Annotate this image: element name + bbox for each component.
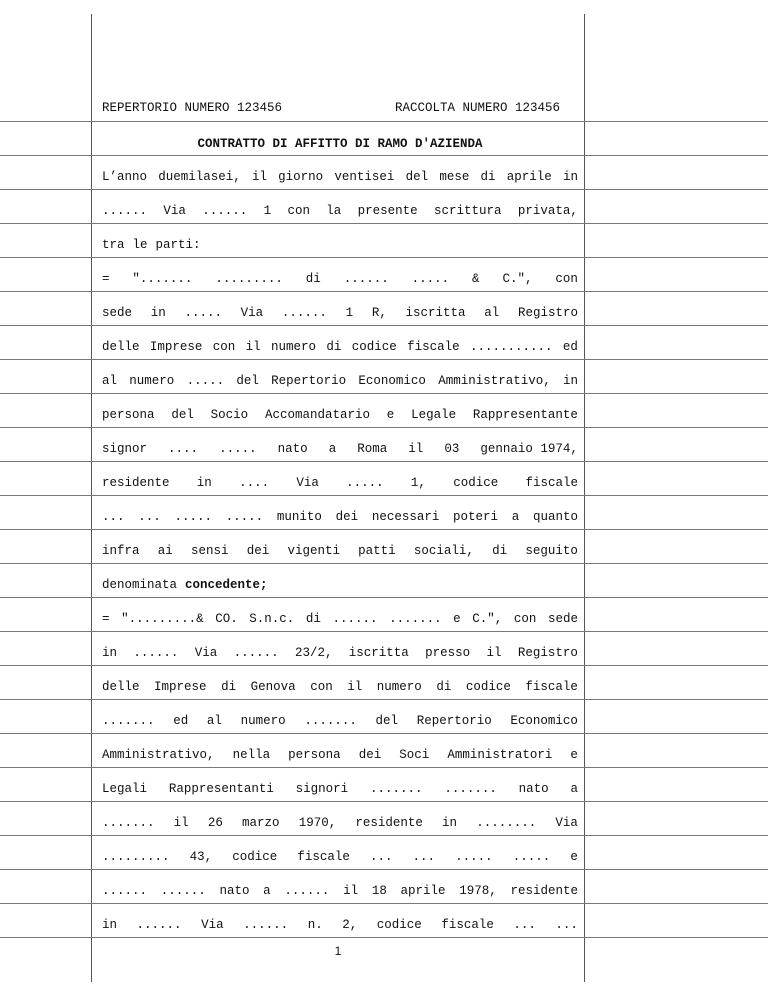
word: L’anno	[102, 170, 148, 184]
rule	[0, 801, 768, 802]
word: ...........	[470, 340, 553, 354]
rule	[0, 563, 768, 564]
rule	[0, 461, 768, 462]
word: in	[102, 918, 118, 932]
word: Genova	[250, 680, 296, 694]
right-margin-line	[584, 14, 585, 982]
rule	[0, 767, 768, 768]
word: =	[102, 272, 110, 286]
word: 1,	[410, 476, 426, 490]
word: a	[570, 782, 578, 796]
word: nato	[518, 782, 549, 796]
word: signor	[102, 442, 148, 456]
word: duemilasei,	[158, 170, 241, 184]
word: Amministrativo,	[102, 748, 215, 762]
word: 1978,	[459, 884, 497, 898]
word: nella	[232, 748, 271, 762]
word: il	[343, 884, 359, 898]
word: 2,	[342, 918, 358, 932]
word: .......	[370, 782, 423, 796]
word: codice	[465, 680, 511, 694]
word: Imprese	[154, 680, 207, 694]
word: ......	[133, 646, 179, 660]
word: a	[511, 510, 520, 524]
word: il	[251, 170, 267, 184]
word: C.",	[502, 272, 533, 286]
word: dei	[358, 748, 382, 762]
text-line	[102, 442, 578, 458]
word: Via	[194, 646, 218, 660]
word: 03	[444, 442, 460, 456]
document-title: CONTRATTO DI AFFITTO DI RAMO D'AZIENDA	[197, 137, 483, 151]
word: fiscale	[525, 476, 578, 490]
text-line	[102, 612, 578, 628]
word: Socio	[210, 408, 249, 422]
word: ....	[239, 476, 270, 490]
word: ......	[343, 272, 389, 286]
word: in	[562, 374, 578, 388]
word: aprile	[506, 170, 552, 184]
word: .....	[225, 510, 264, 524]
word: Legali	[102, 782, 148, 796]
word: munito	[276, 510, 322, 524]
word: fiscale	[297, 850, 350, 864]
word: ......	[202, 204, 248, 218]
word: ......	[102, 204, 148, 218]
word: patti	[358, 544, 396, 558]
rule	[0, 699, 768, 700]
word: 43,	[189, 850, 213, 864]
word: ".........&	[121, 612, 204, 626]
text-line	[102, 408, 578, 424]
rule	[0, 529, 768, 530]
header-line	[102, 101, 578, 117]
word: residente	[510, 884, 578, 898]
word: .......	[102, 714, 155, 728]
word: nato	[277, 442, 308, 456]
word: giorno	[278, 170, 324, 184]
text-line	[102, 340, 578, 356]
word: 18	[371, 884, 387, 898]
word: infra	[102, 544, 140, 558]
word: sensi	[190, 544, 229, 558]
word: 1	[263, 204, 272, 218]
word: e	[453, 612, 461, 626]
word: codice	[453, 476, 499, 490]
word: gennaio 1974,	[480, 442, 578, 456]
word: C.",	[472, 612, 503, 626]
word: di	[436, 680, 452, 694]
word: residente	[102, 476, 170, 490]
text-line	[102, 170, 578, 186]
rule	[0, 189, 768, 190]
rule	[0, 495, 768, 496]
word: Repertorio	[416, 714, 492, 728]
word: ".......	[132, 272, 193, 286]
word: Via	[296, 476, 319, 490]
word: Repertorio	[271, 374, 347, 388]
word: ........	[476, 816, 537, 830]
word: poteri	[453, 510, 499, 524]
word: con	[555, 272, 578, 286]
word: tra	[102, 238, 125, 252]
title-line	[102, 137, 578, 153]
word: sociali,	[413, 544, 474, 558]
word: ....	[168, 442, 199, 456]
word: residente	[355, 816, 423, 830]
word: a	[328, 442, 337, 456]
word: ......	[281, 306, 327, 320]
word: 23/2,	[294, 646, 333, 660]
word: ......	[160, 884, 206, 898]
word: S.n.c.	[249, 612, 295, 626]
word: Via	[201, 918, 224, 932]
rule	[0, 291, 768, 292]
word: ......	[284, 884, 330, 898]
word: in	[102, 646, 118, 660]
text-line	[102, 918, 578, 934]
word: e	[570, 748, 578, 762]
word: .....	[174, 510, 212, 524]
word: ......	[243, 918, 289, 932]
word: Rappresentante	[472, 408, 578, 422]
word: .......	[102, 816, 155, 830]
word: marzo	[242, 816, 280, 830]
word: delle	[102, 680, 140, 694]
word: le	[132, 238, 148, 252]
word: .....	[219, 442, 257, 456]
word: .....	[186, 374, 225, 388]
text-line	[102, 646, 578, 662]
word: ......	[136, 918, 182, 932]
rule	[0, 733, 768, 734]
word: al	[102, 374, 118, 388]
word: ...	[102, 510, 125, 524]
text-line	[102, 204, 578, 220]
text-line	[102, 306, 578, 322]
word: Via	[555, 816, 578, 830]
word: .....	[512, 850, 551, 864]
text-line	[102, 782, 578, 798]
rule	[0, 393, 768, 394]
word: 1	[345, 306, 354, 320]
word: Via	[240, 306, 264, 320]
text-line	[102, 884, 578, 900]
rule	[0, 597, 768, 598]
word: .....	[455, 850, 493, 864]
word: nato	[219, 884, 250, 898]
word: iscritta	[405, 306, 466, 320]
word: con	[513, 612, 537, 626]
word: Legale	[411, 408, 457, 422]
word: .......	[444, 782, 497, 796]
rule	[0, 223, 768, 224]
word: .......	[304, 714, 357, 728]
word: privata,	[517, 204, 578, 218]
word: di	[221, 680, 237, 694]
word: numero	[240, 714, 286, 728]
word: ......	[102, 884, 148, 898]
word: Economico	[510, 714, 578, 728]
rule	[0, 121, 768, 122]
rule	[0, 257, 768, 258]
text-line	[102, 816, 578, 832]
text-line	[102, 272, 578, 288]
word: vigenti	[287, 544, 340, 558]
word: del	[236, 374, 259, 388]
word: Via	[163, 204, 186, 218]
word: ed	[562, 340, 578, 354]
word: quanto	[532, 510, 578, 524]
word: numero	[271, 340, 317, 354]
word: del	[171, 408, 194, 422]
rule	[0, 359, 768, 360]
word: in	[150, 306, 166, 320]
word: ......	[332, 612, 378, 626]
word: Accomandatario	[264, 408, 370, 422]
word: Registro	[517, 306, 578, 320]
word: ed	[173, 714, 189, 728]
rule	[0, 937, 768, 938]
word: codice	[376, 918, 422, 932]
text-line	[102, 748, 578, 764]
word: Rappresentanti	[168, 782, 274, 796]
raccolta-number: RACCOLTA NUMERO 123456	[394, 101, 560, 115]
word: mese	[439, 170, 470, 184]
word: ...	[369, 850, 393, 864]
word: .....	[184, 306, 222, 320]
word: il	[173, 816, 189, 830]
word: la	[326, 204, 342, 218]
word: signori	[295, 782, 349, 796]
rule	[0, 903, 768, 904]
word: R,	[371, 306, 387, 320]
word: di	[326, 340, 342, 354]
word: con	[212, 340, 236, 354]
word: Registro	[517, 646, 578, 660]
word: 26	[207, 816, 223, 830]
word: il	[408, 442, 424, 456]
word: il	[486, 646, 502, 660]
word: fiscale	[407, 340, 460, 354]
word: 1970,	[298, 816, 337, 830]
word: ventisei	[334, 170, 395, 184]
word: .....	[346, 476, 384, 490]
word: numero	[376, 680, 422, 694]
word: .....	[411, 272, 450, 286]
text-line	[102, 578, 578, 594]
word: .........	[215, 272, 283, 286]
word: delle	[102, 340, 140, 354]
word: n.	[307, 918, 323, 932]
text-line	[102, 850, 578, 866]
word: di	[305, 272, 321, 286]
word: di	[492, 544, 508, 558]
word: con	[287, 204, 310, 218]
word: ai	[157, 544, 173, 558]
word: e	[570, 850, 578, 864]
word: Roma	[357, 442, 388, 456]
word: in	[442, 816, 458, 830]
word: Amministratori	[447, 748, 553, 762]
word: il	[245, 340, 261, 354]
word: il	[347, 680, 363, 694]
word: iscritta	[348, 646, 409, 660]
rule	[0, 631, 768, 632]
word: dei	[246, 544, 270, 558]
word: scrittura	[434, 204, 502, 218]
rule	[0, 869, 768, 870]
word: Soci	[399, 748, 430, 762]
word: &	[472, 272, 480, 286]
word: fiscale	[441, 918, 494, 932]
word: ......	[233, 646, 279, 660]
text-line	[102, 714, 578, 730]
rule	[0, 835, 768, 836]
word: sede	[102, 306, 133, 320]
word: persona	[288, 748, 341, 762]
word: presso	[425, 646, 471, 660]
text-line	[102, 374, 578, 390]
word: numero	[129, 374, 175, 388]
text-line	[102, 476, 578, 492]
word: fiscale	[525, 680, 578, 694]
word: ...	[555, 918, 578, 932]
word: in	[562, 170, 578, 184]
word: parti:	[155, 238, 201, 252]
word: di	[480, 170, 496, 184]
word: ...	[412, 850, 436, 864]
word: .........	[102, 850, 170, 864]
word: Amministrativo,	[438, 374, 551, 388]
word: aprile	[400, 884, 446, 898]
word: di	[305, 612, 321, 626]
word: necessari	[371, 510, 440, 524]
repertorio-number: REPERTORIO NUMERO 123456	[102, 101, 283, 115]
word: dei	[335, 510, 359, 524]
word: al	[206, 714, 222, 728]
word: .......	[389, 612, 442, 626]
word: =	[102, 612, 110, 626]
word: a	[263, 884, 271, 898]
text-line	[102, 510, 578, 526]
word: ...	[513, 918, 536, 932]
word: al	[484, 306, 500, 320]
word: denominata	[102, 578, 178, 592]
word: codice	[232, 850, 278, 864]
text-line	[102, 680, 578, 696]
word: CO.	[215, 612, 238, 626]
left-margin-line	[91, 14, 92, 982]
word: del	[375, 714, 399, 728]
rule	[0, 155, 768, 156]
text-line	[102, 544, 578, 560]
text-line	[102, 238, 578, 254]
page-number: 1	[334, 944, 342, 958]
word: in	[196, 476, 212, 490]
word: persona	[102, 408, 155, 422]
word: seguito	[525, 544, 578, 558]
word: sede	[547, 612, 578, 626]
word: Economico	[358, 374, 426, 388]
rule	[0, 665, 768, 666]
word: e	[386, 408, 395, 422]
rule	[0, 427, 768, 428]
word: ...	[138, 510, 161, 524]
word: Imprese	[149, 340, 203, 354]
rule	[0, 325, 768, 326]
word: codice	[351, 340, 397, 354]
word: concedente;	[185, 578, 268, 592]
word: presente	[357, 204, 418, 218]
word: con	[310, 680, 333, 694]
word: del	[405, 170, 429, 184]
